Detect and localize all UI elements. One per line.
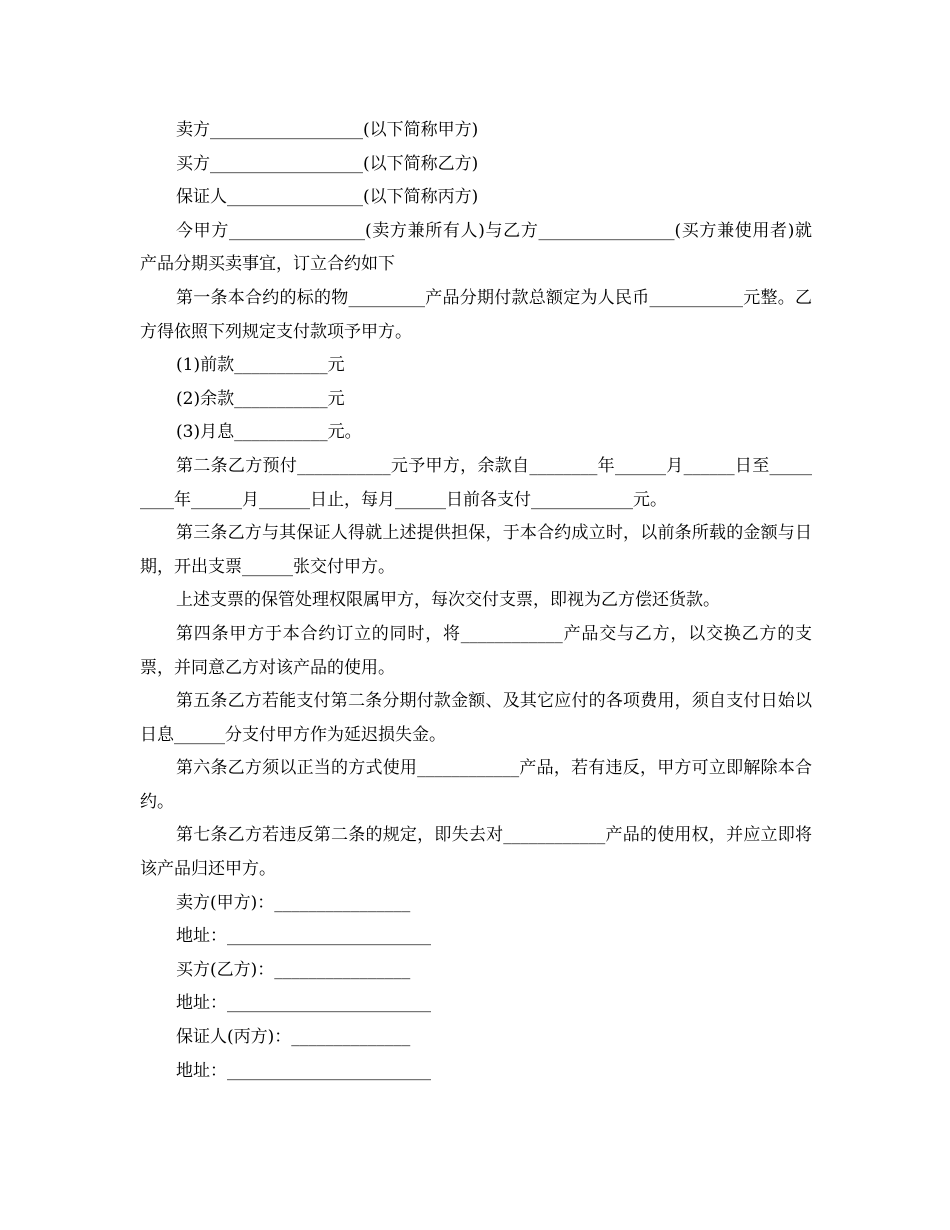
article-2-paragraph: 第二条乙方预付___________元予甲方，余款自________年______月______日至_________年______月______日止，每月______日前各支付____________元。 [140, 455, 812, 510]
article-4-paragraph: 第四条甲方于本合约订立的同时，将____________产品交与乙方，以交换乙方的支票，并同意乙方对该产品的使用。 [140, 623, 812, 678]
monthly-interest-line: (3)月息___________元。 [176, 422, 362, 443]
buyer-signature-line: 买方(乙方)：________________ [176, 959, 411, 980]
article-5-paragraph: 第五条乙方若能支付第二条分期付款金额、及其它应付的各项费用，须自支付日始以日息______分支付甲方作为延迟损失金。 [140, 691, 812, 745]
guarantor-line: 保证人________________(以下简称丙方) [176, 187, 479, 208]
check-custody-paragraph: 上述支票的保管处理权限属甲方，每次交付支票，即视为乙方偿还货款。 [176, 590, 720, 611]
buyer-line: 买方__________________(以下简称乙方) [176, 153, 479, 174]
article-6-paragraph: 第六条乙方须以正当的方式使用____________产品，若有违反，甲方可立即解除本合约。 [140, 758, 812, 812]
buyer-address-line: 地址：________________________ [176, 993, 431, 1014]
balance-line: (2)余款___________元 [176, 388, 345, 409]
contract-body [140, 114, 812, 1088]
guarantor-address-line: 地址：________________________ [176, 1060, 431, 1081]
article-3-paragraph: 第三条乙方与其保证人得就上述提供担保，于本合约成立时，以前条所载的金额与日期，开出支票______张交付甲方。 [140, 523, 812, 577]
preamble-paragraph: 今甲方________________(卖方兼所有人)与乙方________________(买方兼使用者)就产品分期买卖事宜，订立合约如下 [140, 220, 812, 275]
article-7-paragraph: 第七条乙方若违反第二条的规定，即失去对____________产品的使用权，并应立即将该产品归还甲方。 [140, 825, 812, 880]
guarantor-signature-line: 保证人(丙方)：______________ [176, 1027, 411, 1048]
seller-address-line: 地址：________________________ [176, 926, 431, 947]
seller-signature-line: 卖方(甲方)：________________ [176, 892, 411, 913]
seller-line: 卖方__________________(以下简称甲方) [176, 120, 479, 140]
down-payment-line: (1)前款___________元 [176, 355, 345, 376]
article-1-paragraph: 第一条本合约的标的物_________产品分期付款总额定为人民币___________元整。乙方得依照下列规定支付款项予甲方。 [140, 287, 812, 342]
